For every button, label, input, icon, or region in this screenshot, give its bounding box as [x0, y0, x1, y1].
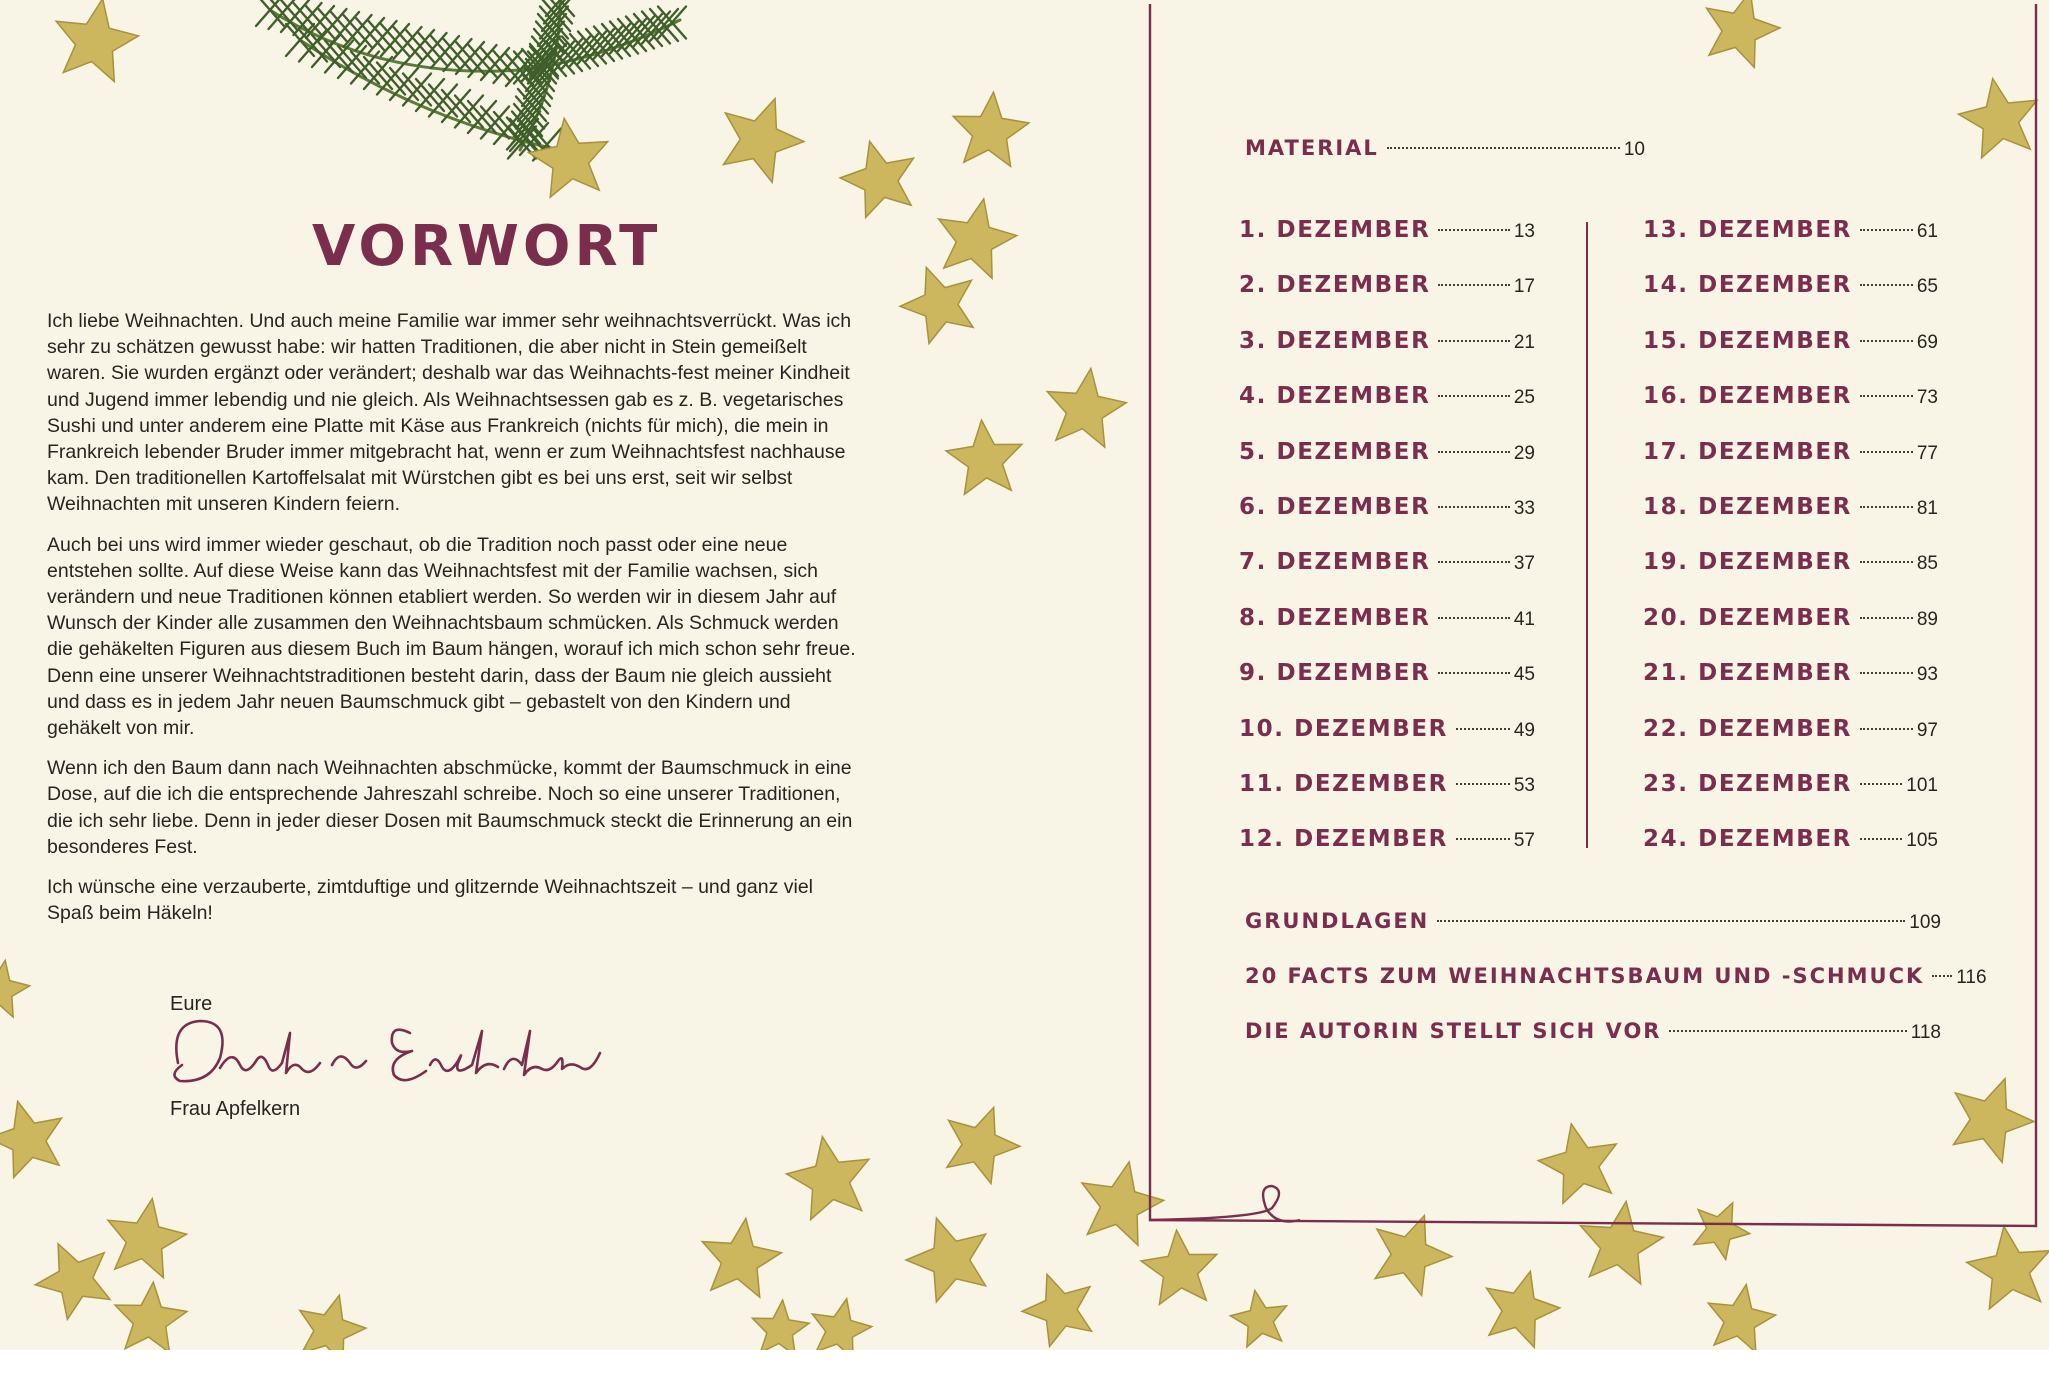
leader-dots [1456, 728, 1510, 730]
handwritten-signature [160, 1003, 610, 1103]
toc-entry-page: 81 [1916, 498, 1938, 519]
toc-entry-material[interactable] [1245, 136, 1645, 161]
leader-dots [1860, 728, 1913, 730]
gold-star [1574, 1196, 1668, 1286]
leader-dots [1860, 451, 1913, 453]
gold-star [48, 0, 144, 84]
gold-star [891, 254, 987, 348]
toc-entry-label: 16. DEZEMBER [1643, 383, 1852, 410]
toc-entry-page: 17 [1513, 276, 1535, 298]
leader-dots [1932, 975, 1952, 977]
preface-paragraph: Ich liebe Weihnachten. Und auch meine Familie war immer sehr weihnachtsverrückt. Was ich sehr zu schätzen gewusst habe: wir hatten Traditionen, die aber nicht in Stein gemeißelt waren. Sie wurden ergänzt oder verändert; deshalb war das Weihnachts-fest meiner Kindheit und Jugend immer lebendig und nie gleich. Als Weihnachtsessen gab es z. B. vegetarisches Sushi und unter anderem eine Platte mit Käse aus Frankreich (nichts für mich), die mein in Frankreich lebender Bruder immer mitgebracht hat, wenn er zum Weihnachtsfest nachhause kam. Den traditionellen Kartoffelsalat mit Würstchen gibt es bei uns erst, seit wir selbst Weihnachten mit unseren Kindern feiern. [47, 310, 852, 516]
toc-entry-label: 8. DEZEMBER [1239, 604, 1431, 631]
toc-entry-day[interactable] [1643, 494, 1938, 520]
toc-entry-label: 17. DEZEMBER [1643, 438, 1852, 465]
toc-entry-label: 19. DEZEMBER [1643, 549, 1852, 576]
toc-entry-label: 4. DEZEMBER [1239, 383, 1431, 410]
toc-entry-page: 116 [1956, 967, 1987, 988]
preface-paragraph: Ich wünsche eine verzauberte, zimtduftige und glitzernde Weihnachtszeit – und ganz viel Spaß beim Häkeln! [47, 876, 814, 925]
leader-dots [1456, 838, 1510, 840]
gold-star [696, 1213, 786, 1299]
toc-entry-day[interactable] [1239, 826, 1535, 852]
toc-entry-day[interactable] [1239, 549, 1535, 575]
toc-entry-day[interactable] [1239, 660, 1535, 686]
leader-dots [1438, 395, 1509, 397]
toc-entry-label: 11. DEZEMBER [1239, 771, 1448, 797]
leader-dots [1860, 395, 1913, 397]
gold-star [833, 132, 925, 222]
leader-dots [1438, 506, 1509, 508]
toc-entry-page: 89 [1916, 608, 1938, 630]
toc-entry-label: 13. DEZEMBER [1643, 217, 1852, 243]
toc-entry-label: 20. DEZEMBER [1643, 604, 1852, 631]
toc-entry-day[interactable] [1239, 328, 1535, 354]
toc-entry-label: 10. DEZEMBER [1239, 715, 1448, 742]
toc-entry-label: 18. DEZEMBER [1643, 494, 1852, 520]
leader-dots [1860, 340, 1913, 342]
toc-entry-page: 33 [1513, 498, 1535, 519]
leader-dots [1437, 920, 1905, 922]
toc-entry-page: 37 [1513, 553, 1535, 575]
toc-entry-page: 53 [1513, 775, 1535, 796]
toc-entry-label: 5. DEZEMBER [1239, 438, 1431, 465]
toc-entry-page: 45 [1513, 664, 1535, 686]
leader-dots [1669, 1030, 1906, 1032]
gold-star [1532, 1116, 1626, 1207]
toc-entry-page: 105 [1906, 830, 1938, 852]
leader-dots [1860, 229, 1913, 231]
toc-entry-day[interactable] [1239, 383, 1535, 409]
toc-entry-page: 10 [1623, 139, 1645, 160]
toc-entry-page: 65 [1916, 276, 1938, 298]
preface-title: VORWORT [312, 214, 662, 279]
toc-entry-day[interactable] [1643, 439, 1938, 465]
gold-star [0, 956, 33, 1019]
gold-star [749, 1298, 811, 1350]
gold-star [1072, 1153, 1170, 1248]
toc-entry-grundlagen[interactable] [1245, 909, 1941, 934]
toc-entry-page: 69 [1916, 331, 1938, 353]
toc-entry-label: 24. DEZEMBER [1643, 826, 1852, 853]
gold-star [1939, 1064, 2045, 1167]
leader-dots [1860, 672, 1913, 674]
gold-star [781, 1129, 877, 1222]
gold-star [944, 417, 1026, 496]
leader-dots [1860, 783, 1902, 785]
toc-entry-label: GRUNDLAGEN [1245, 909, 1430, 933]
preface-paragraph: Auch bei uns wird immer wieder geschaut, ob die Tradition noch passt oder eine neue entstehen sollte. Auf diese Weise kann das Weihnachtsfest mit der Familie wachsen, sich verändern und neue Traditionen können etabliert werden. So werden wir in diesem Jahr auf Wunsch der Kinder alle zusammen den Weihnachtsbaum schmücken. Als Schmuck werden die gehäkelten Figuren aus diesem Buch im Baum hängen, worauf ich mich schon sehr freue. Denn eine unserer Weihnachtstraditionen besteht darin, dass der Baum nie gleich aussieht und dass es in jedem Jahr neuen Baumschmuck gibt – gebastelt von den Kindern und gehäkelt von mir. [47, 533, 856, 740]
toc-entry-label: MATERIAL [1245, 136, 1379, 160]
toc-entry-label: 6. DEZEMBER [1239, 494, 1431, 520]
toc-entry-label: 14. DEZEMBER [1643, 272, 1852, 299]
toc-entry-label: 3. DEZEMBER [1239, 327, 1431, 354]
toc-entry-page: 29 [1513, 442, 1535, 464]
toc-entry-day[interactable] [1643, 272, 1938, 298]
gold-star [289, 1286, 372, 1350]
toc-entry-label: 22. DEZEMBER [1643, 715, 1852, 742]
toc-entry-day[interactable] [1643, 383, 1938, 409]
toc-entry-day[interactable] [1643, 217, 1938, 243]
toc-entry-label: 2. DEZEMBER [1239, 272, 1431, 299]
gold-star [24, 1228, 123, 1326]
toc-entry-page: 77 [1916, 442, 1938, 464]
leader-dots [1860, 561, 1913, 563]
toc-entry-page: 25 [1513, 387, 1535, 409]
leader-dots [1860, 838, 1902, 840]
toc-entry-label: DIE AUTORIN STELLT SICH VOR [1245, 1019, 1662, 1043]
toc-entry-page: 101 [1906, 775, 1938, 796]
toc-entry-page: 97 [1916, 719, 1938, 741]
toc-entry-label: 7. DEZEMBER [1239, 549, 1431, 576]
toc-entry-day[interactable] [1643, 605, 1938, 631]
gold-star [933, 1094, 1029, 1188]
toc-entry-day[interactable] [1239, 217, 1535, 243]
leader-dots [1438, 561, 1509, 563]
toc-entry-page: 13 [1513, 221, 1535, 242]
toc-entry-day[interactable] [1643, 716, 1938, 742]
toc-entry-label: 1. DEZEMBER [1239, 217, 1431, 243]
toc-entry-page: 118 [1910, 1022, 1941, 1043]
gold-star [709, 84, 815, 187]
leader-dots [1438, 340, 1509, 342]
toc-entry-author[interactable] [1245, 1019, 1941, 1044]
leader-dots [1438, 229, 1509, 231]
toc-entry-day[interactable] [1239, 605, 1535, 631]
gold-star [1139, 1227, 1221, 1306]
gold-star [1041, 363, 1131, 449]
gold-star [949, 89, 1031, 168]
gold-star [1962, 1221, 2049, 1311]
gold-star [525, 113, 615, 199]
toc-entry-day[interactable] [1643, 826, 1938, 852]
toc-entry-page: 41 [1513, 608, 1535, 630]
toc-entry-day[interactable] [1239, 272, 1535, 298]
toc-entry-day[interactable] [1643, 771, 1938, 797]
gold-star [1695, 0, 1787, 71]
toc-entry-day[interactable] [1643, 328, 1938, 354]
leader-dots [1860, 284, 1913, 286]
gold-star [1475, 1262, 1567, 1350]
gold-star [1013, 1262, 1104, 1350]
leader-dots [1438, 284, 1509, 286]
toc-entry-label: 23. DEZEMBER [1643, 771, 1852, 797]
gold-star [1227, 1286, 1293, 1349]
gold-star [805, 1292, 877, 1350]
toc-entry-page: 73 [1916, 387, 1938, 409]
toc-entry-label: 12. DEZEMBER [1239, 826, 1448, 853]
gold-star [1684, 1191, 1759, 1264]
gold-star [1701, 1279, 1780, 1350]
toc-entry-page: 85 [1916, 553, 1938, 575]
leader-dots [1438, 672, 1509, 674]
leader-dots [1438, 617, 1509, 619]
toc-entry-page: 109 [1909, 912, 1941, 933]
sign-greeting: Eure [170, 993, 213, 1015]
toc-entry-facts[interactable] [1245, 964, 1987, 989]
gold-star [897, 1205, 1001, 1307]
gold-star [1361, 1202, 1462, 1301]
toc-entry-day[interactable] [1239, 716, 1535, 742]
gold-star [1953, 72, 2045, 161]
toc-entry-page: 61 [1916, 221, 1938, 242]
gold-star [111, 1279, 189, 1350]
toc-entry-day[interactable] [1643, 660, 1938, 686]
toc-entry-label: 20 FACTS ZUM WEIHNACHTSBAUM UND -SCHMUCK [1245, 964, 1925, 988]
toc-entry-page: 21 [1513, 331, 1535, 353]
leader-dots [1387, 147, 1620, 149]
gold-star [0, 1092, 73, 1182]
column-divider [1586, 222, 1588, 848]
toc-entry-page: 57 [1513, 830, 1535, 852]
toc-entry-day[interactable] [1643, 549, 1938, 575]
toc-entry-label: 9. DEZEMBER [1239, 660, 1431, 687]
preface-body [47, 308, 857, 940]
toc-entry-day[interactable] [1239, 494, 1535, 520]
toc-entry-page: 49 [1513, 719, 1535, 741]
toc-entry-day[interactable] [1239, 439, 1535, 465]
sign-alias: Frau Apfelkern [170, 1098, 301, 1120]
gold-star [100, 1192, 192, 1281]
toc-entry-label: 15. DEZEMBER [1643, 327, 1852, 354]
leader-dots [1860, 506, 1913, 508]
leader-dots [1438, 451, 1509, 453]
toc-entry-day[interactable] [1239, 771, 1535, 797]
gold-star [929, 191, 1023, 282]
toc-entry-page: 93 [1916, 664, 1938, 686]
preface-paragraph: Wenn ich den Baum dann nach Weihnachten abschmücke, kommt der Baumschmuck in eine Dose, auf die ich die entsprechende Jahreszahl schreibe. Noch so eine unserer Traditionen, die ich sehr liebe. Denn in jeder dieser Dosen mit Baumschmuck steckt die Erinnerung an ein besonderes Fest. [47, 757, 853, 858]
leader-dots [1456, 783, 1510, 785]
leader-dots [1860, 617, 1913, 619]
toc-entry-label: 21. DEZEMBER [1643, 660, 1852, 687]
